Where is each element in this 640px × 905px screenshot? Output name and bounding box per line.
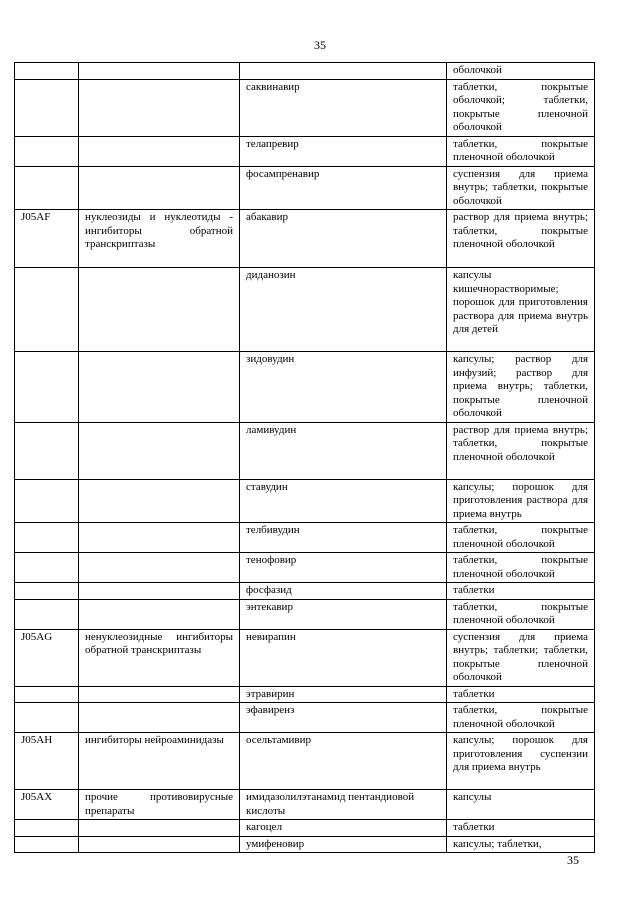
group-name-cell: нуклеозиды и нуклеотиды - ингибиторы обратной транскриптазы <box>79 210 240 268</box>
drug-name-cell: фосфазид <box>240 583 447 600</box>
group-name-cell: прочие противовирусные препараты <box>79 790 240 820</box>
drug-name-cell: ламивудин <box>240 422 447 479</box>
drug-name-cell: энтекавир <box>240 599 447 629</box>
group-name-cell <box>79 820 240 837</box>
table-row <box>15 268 595 352</box>
table-row <box>15 422 595 479</box>
dosage-form-cell: капсулы; порошок для приготовления суспензии для приема внутрь <box>447 733 595 790</box>
dosage-form-cell: капсулы кишечнорастворимые; порошок для приготовления раствора для приема внутрь для детей <box>447 268 595 352</box>
atc-code-cell <box>15 553 79 583</box>
table-row <box>15 629 595 686</box>
group-name-cell <box>79 523 240 553</box>
atc-code-cell <box>15 583 79 600</box>
table-row <box>15 63 595 80</box>
drug-name-cell: диданозин <box>240 268 447 352</box>
atc-code-cell <box>15 63 79 80</box>
dosage-form-cell: таблетки <box>447 583 595 600</box>
drug-name-cell: осельтамивир <box>240 733 447 790</box>
drug-name-cell: ставудин <box>240 479 447 523</box>
drug-name-cell: имидазолилэтанамид пентандиовой кислоты <box>240 790 447 820</box>
dosage-form-cell: таблетки, покрытые пленочной оболочкой <box>447 703 595 733</box>
dosage-form-cell: таблетки, покрытые оболочкой; таблетки, покрытые пленочной оболочкой <box>447 79 595 136</box>
atc-code-cell <box>15 686 79 703</box>
group-name-cell: ненуклеозидные ингибиторы обратной транскриптазы <box>79 629 240 686</box>
atc-code-cell <box>15 820 79 837</box>
group-name-cell <box>79 686 240 703</box>
drug-name-cell: невирапин <box>240 629 447 686</box>
group-name-cell <box>79 63 240 80</box>
atc-code-cell <box>15 352 79 423</box>
dosage-form-cell: капсулы <box>447 790 595 820</box>
atc-code-cell <box>15 836 79 853</box>
dosage-form-cell: капсулы; порошок для приготовления раствора для приема внутрь <box>447 479 595 523</box>
table-row <box>15 703 595 733</box>
table-row <box>15 599 595 629</box>
group-name-cell: ингибиторы нейроаминидазы <box>79 733 240 790</box>
table-row <box>15 210 595 268</box>
dosage-form-cell: оболочкой <box>447 63 595 80</box>
dosage-form-cell: таблетки, покрытые пленочной оболочкой <box>447 599 595 629</box>
dosage-form-cell: раствор для приема внутрь; таблетки, покрытые пленочной оболочкой <box>447 210 595 268</box>
drug-name-cell <box>240 63 447 80</box>
atc-code-cell <box>15 79 79 136</box>
table-row <box>15 523 595 553</box>
dosage-form-cell: раствор для приема внутрь; таблетки, покрытые пленочной оболочкой <box>447 422 595 479</box>
dosage-form-cell: таблетки <box>447 820 595 837</box>
table-row <box>15 836 595 853</box>
drug-name-cell: саквинавир <box>240 79 447 136</box>
group-name-cell <box>79 599 240 629</box>
group-name-cell <box>79 166 240 210</box>
table-row <box>15 136 595 166</box>
group-name-cell <box>79 479 240 523</box>
drug-name-cell: кагоцел <box>240 820 447 837</box>
atc-code-cell <box>15 422 79 479</box>
drug-name-cell: телбивудин <box>240 523 447 553</box>
table-row <box>15 686 595 703</box>
group-name-cell <box>79 352 240 423</box>
atc-code-cell <box>15 599 79 629</box>
dosage-form-cell: таблетки <box>447 686 595 703</box>
page-number-bottom: 35 <box>567 853 579 867</box>
page-number-top: 35 <box>314 38 326 52</box>
group-name-cell <box>79 79 240 136</box>
atc-code-cell: J05AH <box>15 733 79 790</box>
dosage-form-cell: таблетки, покрытые пленочной оболочкой <box>447 136 595 166</box>
group-name-cell <box>79 703 240 733</box>
group-name-cell <box>79 583 240 600</box>
drug-name-cell: эфавиренз <box>240 703 447 733</box>
table-row <box>15 553 595 583</box>
atc-code-cell: J05AX <box>15 790 79 820</box>
table-row <box>15 820 595 837</box>
table-row <box>15 79 595 136</box>
drug-name-cell: зидовудин <box>240 352 447 423</box>
atc-code-cell: J05AG <box>15 629 79 686</box>
group-name-cell <box>79 136 240 166</box>
table-row <box>15 166 595 210</box>
atc-code-cell <box>15 479 79 523</box>
table-row <box>15 790 595 820</box>
drug-name-cell: умифеновир <box>240 836 447 853</box>
dosage-form-cell: таблетки, покрытые пленочной оболочкой <box>447 523 595 553</box>
table-row <box>15 733 595 790</box>
drug-table <box>14 62 595 853</box>
atc-code-cell <box>15 703 79 733</box>
table-row <box>15 479 595 523</box>
group-name-cell <box>79 553 240 583</box>
dosage-form-cell: капсулы; раствор для инфузий; раствор для приема внутрь; таблетки, покрытые пленочной оболочкой <box>447 352 595 423</box>
dosage-form-cell: суспензия для приема внутрь; таблетки, покрытые оболочкой <box>447 166 595 210</box>
atc-code-cell <box>15 166 79 210</box>
dosage-form-cell: капсулы; таблетки, <box>447 836 595 853</box>
drug-name-cell: телапревир <box>240 136 447 166</box>
dosage-form-cell: суспензия для приема внутрь; таблетки; таблетки, покрытые пленочной оболочкой <box>447 629 595 686</box>
dosage-form-cell: таблетки, покрытые пленочной оболочкой <box>447 553 595 583</box>
atc-code-cell <box>15 523 79 553</box>
atc-code-cell <box>15 136 79 166</box>
atc-code-cell <box>15 268 79 352</box>
group-name-cell <box>79 422 240 479</box>
drug-name-cell: фосампренавир <box>240 166 447 210</box>
group-name-cell <box>79 268 240 352</box>
atc-code-cell: J05AF <box>15 210 79 268</box>
group-name-cell <box>79 836 240 853</box>
table-row <box>15 352 595 423</box>
drug-name-cell: абакавир <box>240 210 447 268</box>
table-row <box>15 583 595 600</box>
drug-name-cell: тенофовир <box>240 553 447 583</box>
drug-name-cell: этравирин <box>240 686 447 703</box>
